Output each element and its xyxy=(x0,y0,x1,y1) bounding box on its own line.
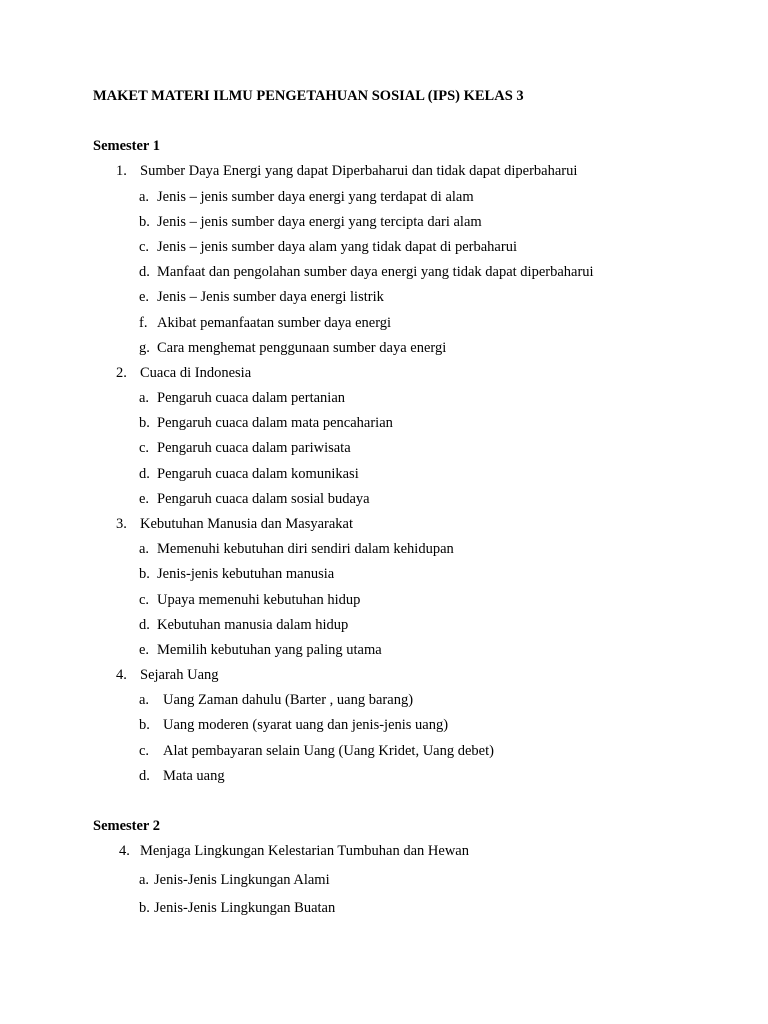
document-title: MAKET MATERI ILMU PENGETAHUAN SOSIAL (IPS) KELAS 3 xyxy=(93,88,524,104)
item-text: Pengaruh cuaca dalam pariwisata xyxy=(157,440,351,456)
item-letter: f. xyxy=(139,315,148,331)
item-text: Uang moderen (syarat uang dan jenis-jenis uang) xyxy=(163,717,449,733)
item-text: Jenis – jenis sumber daya energi yang tercipta dari alam xyxy=(157,214,482,230)
item-text: Jenis – jenis sumber daya alam yang tidak dapat di perbaharui xyxy=(157,239,517,255)
item-text: Memenuhi kebutuhan diri sendiri dalam kehidupan xyxy=(157,541,454,557)
item-letter: d. xyxy=(139,768,150,784)
topic-label: Menjaga Lingkungan Kelestarian Tumbuhan dan Hewan xyxy=(140,843,469,859)
item-text: Upaya memenuhi kebutuhan hidup xyxy=(157,592,361,608)
topic-number: 1. xyxy=(116,163,127,179)
list-item xyxy=(139,264,594,281)
item-text: Alat pembayaran selain Uang (Uang Kridet, Uang debet) xyxy=(163,743,494,759)
list-item xyxy=(139,315,391,332)
item-letter: a. xyxy=(139,872,150,888)
item-text: Pengaruh cuaca dalam mata pencaharian xyxy=(157,415,393,431)
list-item xyxy=(139,289,384,306)
item-text: Mata uang xyxy=(163,768,225,784)
semester-2-heading: Semester 2 xyxy=(93,818,160,834)
list-item xyxy=(139,717,448,734)
item-text: Jenis-jenis kebutuhan manusia xyxy=(157,566,335,582)
item-text: Pengaruh cuaca dalam pertanian xyxy=(157,390,346,406)
item-letter: d. xyxy=(139,466,150,482)
item-letter: c. xyxy=(139,743,150,759)
item-text: Cara menghemat penggunaan sumber daya energi xyxy=(157,340,447,356)
list-item xyxy=(139,491,370,508)
topic-number: 4. xyxy=(116,667,127,683)
item-letter: b. xyxy=(139,566,150,582)
list-item xyxy=(139,592,360,609)
item-text: Memilih kebutuhan yang paling utama xyxy=(157,642,382,658)
semester-1-heading: Semester 1 xyxy=(93,138,160,154)
topic-number: 2. xyxy=(116,365,127,381)
topic-label: Sumber Daya Energi yang dapat Diperbaharui dan tidak dapat diperbaharui xyxy=(140,163,578,179)
item-letter: e. xyxy=(139,642,150,658)
list-item xyxy=(139,900,335,917)
list-item xyxy=(139,566,334,583)
item-letter: b. xyxy=(139,214,150,230)
list-item xyxy=(139,541,454,558)
item-text: Kebutuhan manusia dalam hidup xyxy=(157,617,349,633)
item-text: Pengaruh cuaca dalam sosial budaya xyxy=(157,491,370,507)
topic-item xyxy=(116,667,219,684)
topic-number: 3. xyxy=(116,516,127,532)
item-text: Jenis-Jenis Lingkungan Buatan xyxy=(154,900,336,916)
item-letter: c. xyxy=(139,592,150,608)
topic-number: 4. xyxy=(119,843,130,859)
list-item xyxy=(139,415,393,432)
topic-item xyxy=(116,365,251,382)
item-letter: e. xyxy=(139,289,150,305)
item-letter: c. xyxy=(139,440,150,456)
item-letter: g. xyxy=(139,340,150,356)
item-text: Uang Zaman dahulu (Barter , uang barang) xyxy=(163,692,414,708)
topic-item xyxy=(116,163,577,180)
item-text: Manfaat dan pengolahan sumber daya energi yang tidak dapat diperbaharui xyxy=(157,264,594,280)
list-item xyxy=(139,617,348,634)
item-text: Akibat pemanfaatan sumber daya energi xyxy=(157,315,392,331)
list-item xyxy=(139,692,413,709)
item-text: Pengaruh cuaca dalam komunikasi xyxy=(157,466,359,482)
topic-label: Cuaca di Indonesia xyxy=(140,365,252,381)
item-text: Jenis – jenis sumber daya energi yang terdapat di alam xyxy=(157,189,474,205)
item-letter: b. xyxy=(139,415,150,431)
list-item xyxy=(139,340,446,357)
list-item xyxy=(139,642,382,659)
list-item xyxy=(139,440,351,457)
item-text: Jenis-Jenis Lingkungan Alami xyxy=(154,872,330,888)
list-item xyxy=(139,189,474,206)
item-letter: a. xyxy=(139,189,150,205)
item-letter: c. xyxy=(139,239,150,255)
list-item xyxy=(139,743,494,760)
topic-label: Kebutuhan Manusia dan Masyarakat xyxy=(140,516,354,532)
topic-item xyxy=(119,843,469,860)
item-letter: d. xyxy=(139,264,150,280)
item-letter: a. xyxy=(139,692,150,708)
topic-label: Sejarah Uang xyxy=(140,667,219,683)
item-letter: a. xyxy=(139,541,150,557)
list-item xyxy=(139,466,359,483)
item-letter: b. xyxy=(139,900,150,916)
item-text: Jenis – Jenis sumber daya energi listrik xyxy=(157,289,384,305)
item-letter: e. xyxy=(139,491,150,507)
item-letter: b. xyxy=(139,717,150,733)
topic-item xyxy=(116,516,353,533)
list-item xyxy=(139,214,482,231)
item-letter: a. xyxy=(139,390,150,406)
list-item xyxy=(139,768,225,785)
list-item xyxy=(139,239,517,256)
item-letter: d. xyxy=(139,617,150,633)
list-item xyxy=(139,390,345,407)
list-item xyxy=(139,872,330,889)
